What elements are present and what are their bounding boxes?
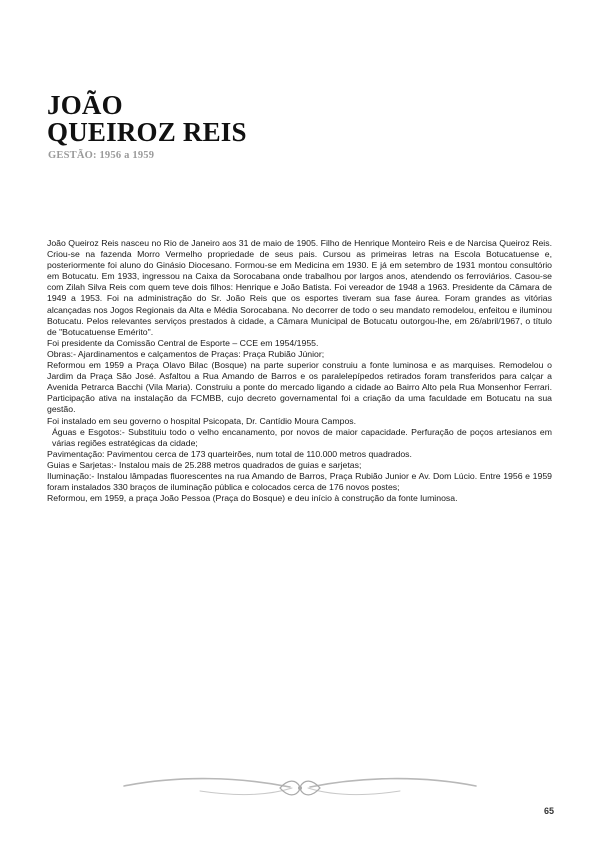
- iluminacao-paragraph: Iluminação:- Instalou lâmpadas fluorescentes na rua Amando de Barros, Praça Rubião Junior e Av. Dom Lúcio. Entre 1956 e 1959 foram instalados 330 braços de iluminação pública e colocados cerca de 176 novos postes;: [47, 470, 552, 493]
- biography-paragraph: João Queiroz Reis nasceu no Rio de Janeiro aos 31 de maio de 1905. Filho de Henrique Monteiro Reis e de Narcisa Queiroz Reis. Criou-se na fazenda Morro Vermelho propriedade de seus pais. Cursou as primeiras letras na Escola Botucatuense e, posteriormente foi aluno do Ginásio Diocesano. Formou-se em Medicina em 1930. E já em setembro de 1931 montou consultório em Botucatu. Em 1933, ingressou na Caixa da Sorocabana onde trabalhou por largos anos, atendendo os ferroviários. Casou-se com Zilah Silva Reis com quem teve dois filhos: Henrique e João Batista. Foi vereador de 1948 a 1963. Presidente da Câmara de 1949 a 1953. Foi na administração do Sr. João Reis que os esportes tiveram sua fase áurea. Foram grandes as vitórias alcançadas nos Jogos Regionais da Alta e Média Sorocabana. No decorrer de todo o seu mandato remodelou, enfeitou e iluminou Botucatu. Pelos relevantes serviços prestados à cidade, a Câmara Municipal de Botucatu outorgou-lhe, em 26/abril/1967, o título de "Botucatuense Emérito".: [47, 238, 552, 337]
- page-number: 65: [544, 806, 555, 816]
- biography-text: [47, 238, 552, 504]
- aguas-paragraph: Águas e Esgotos:- Substituiu todo o velho encanamento, por novos de maior capacidade. Perfuração de poços artesianos em várias regiões estratégicas da cidade;: [52, 426, 552, 448]
- administration-period: GESTÃO: 1956 a 1959: [48, 150, 155, 161]
- title-first-name: JOÃO: [47, 90, 123, 120]
- cce-paragraph: Foi presidente da Comissão Central de Esporte – CCE em 1954/1955.: [47, 337, 319, 348]
- guias-paragraph: Guias e Sarjetas:- Instalou mais de 25.288 metros quadrados de guias e sarjetas;: [47, 459, 362, 470]
- reformou-1959-paragraph: Reformou em 1959 a Praça Olavo Bilac (Bosque) na parte superior construiu a fonte luminosa e as marquises. Remodelou o Jardim da Praça São José. Asfaltou a Rua Amando de Barros e os paralelepípedos retirados foram transferidos para calçar a Avenida Petrarca Bacchi (Vila Maria). Construiu a ponte do mercado ligando a cidade ao Bairro Alto pela Rua Monsenhor Ferrari. Participação ativa na instalação da FCMBB, cujo decreto governamental foi a criação da uma faculdade em Botucatu na sua gestão.: [47, 360, 552, 415]
- title-surname: QUEIROZ REIS: [47, 117, 247, 147]
- obras-paragraph: Obras:- Ajardinamentos e calçamentos de Praças: Praça Rubião Júnior;: [47, 348, 325, 359]
- hospital-paragraph: Foi instalado em seu governo o hospital Psicopata, Dr. Cantídio Moura Campos.: [47, 415, 357, 426]
- page-title: [47, 92, 247, 146]
- pavimentacao-paragraph: Pavimentação: Pavimentou cerca de 173 quarteirões, num total de 110.000 metros quadrados.: [47, 448, 412, 459]
- decorative-flourish-icon: [120, 773, 480, 803]
- reformou-final-paragraph: Reformou, em 1959, a praça João Pessoa (Praça do Bosque) e deu início à construção da fonte luminosa.: [47, 493, 458, 504]
